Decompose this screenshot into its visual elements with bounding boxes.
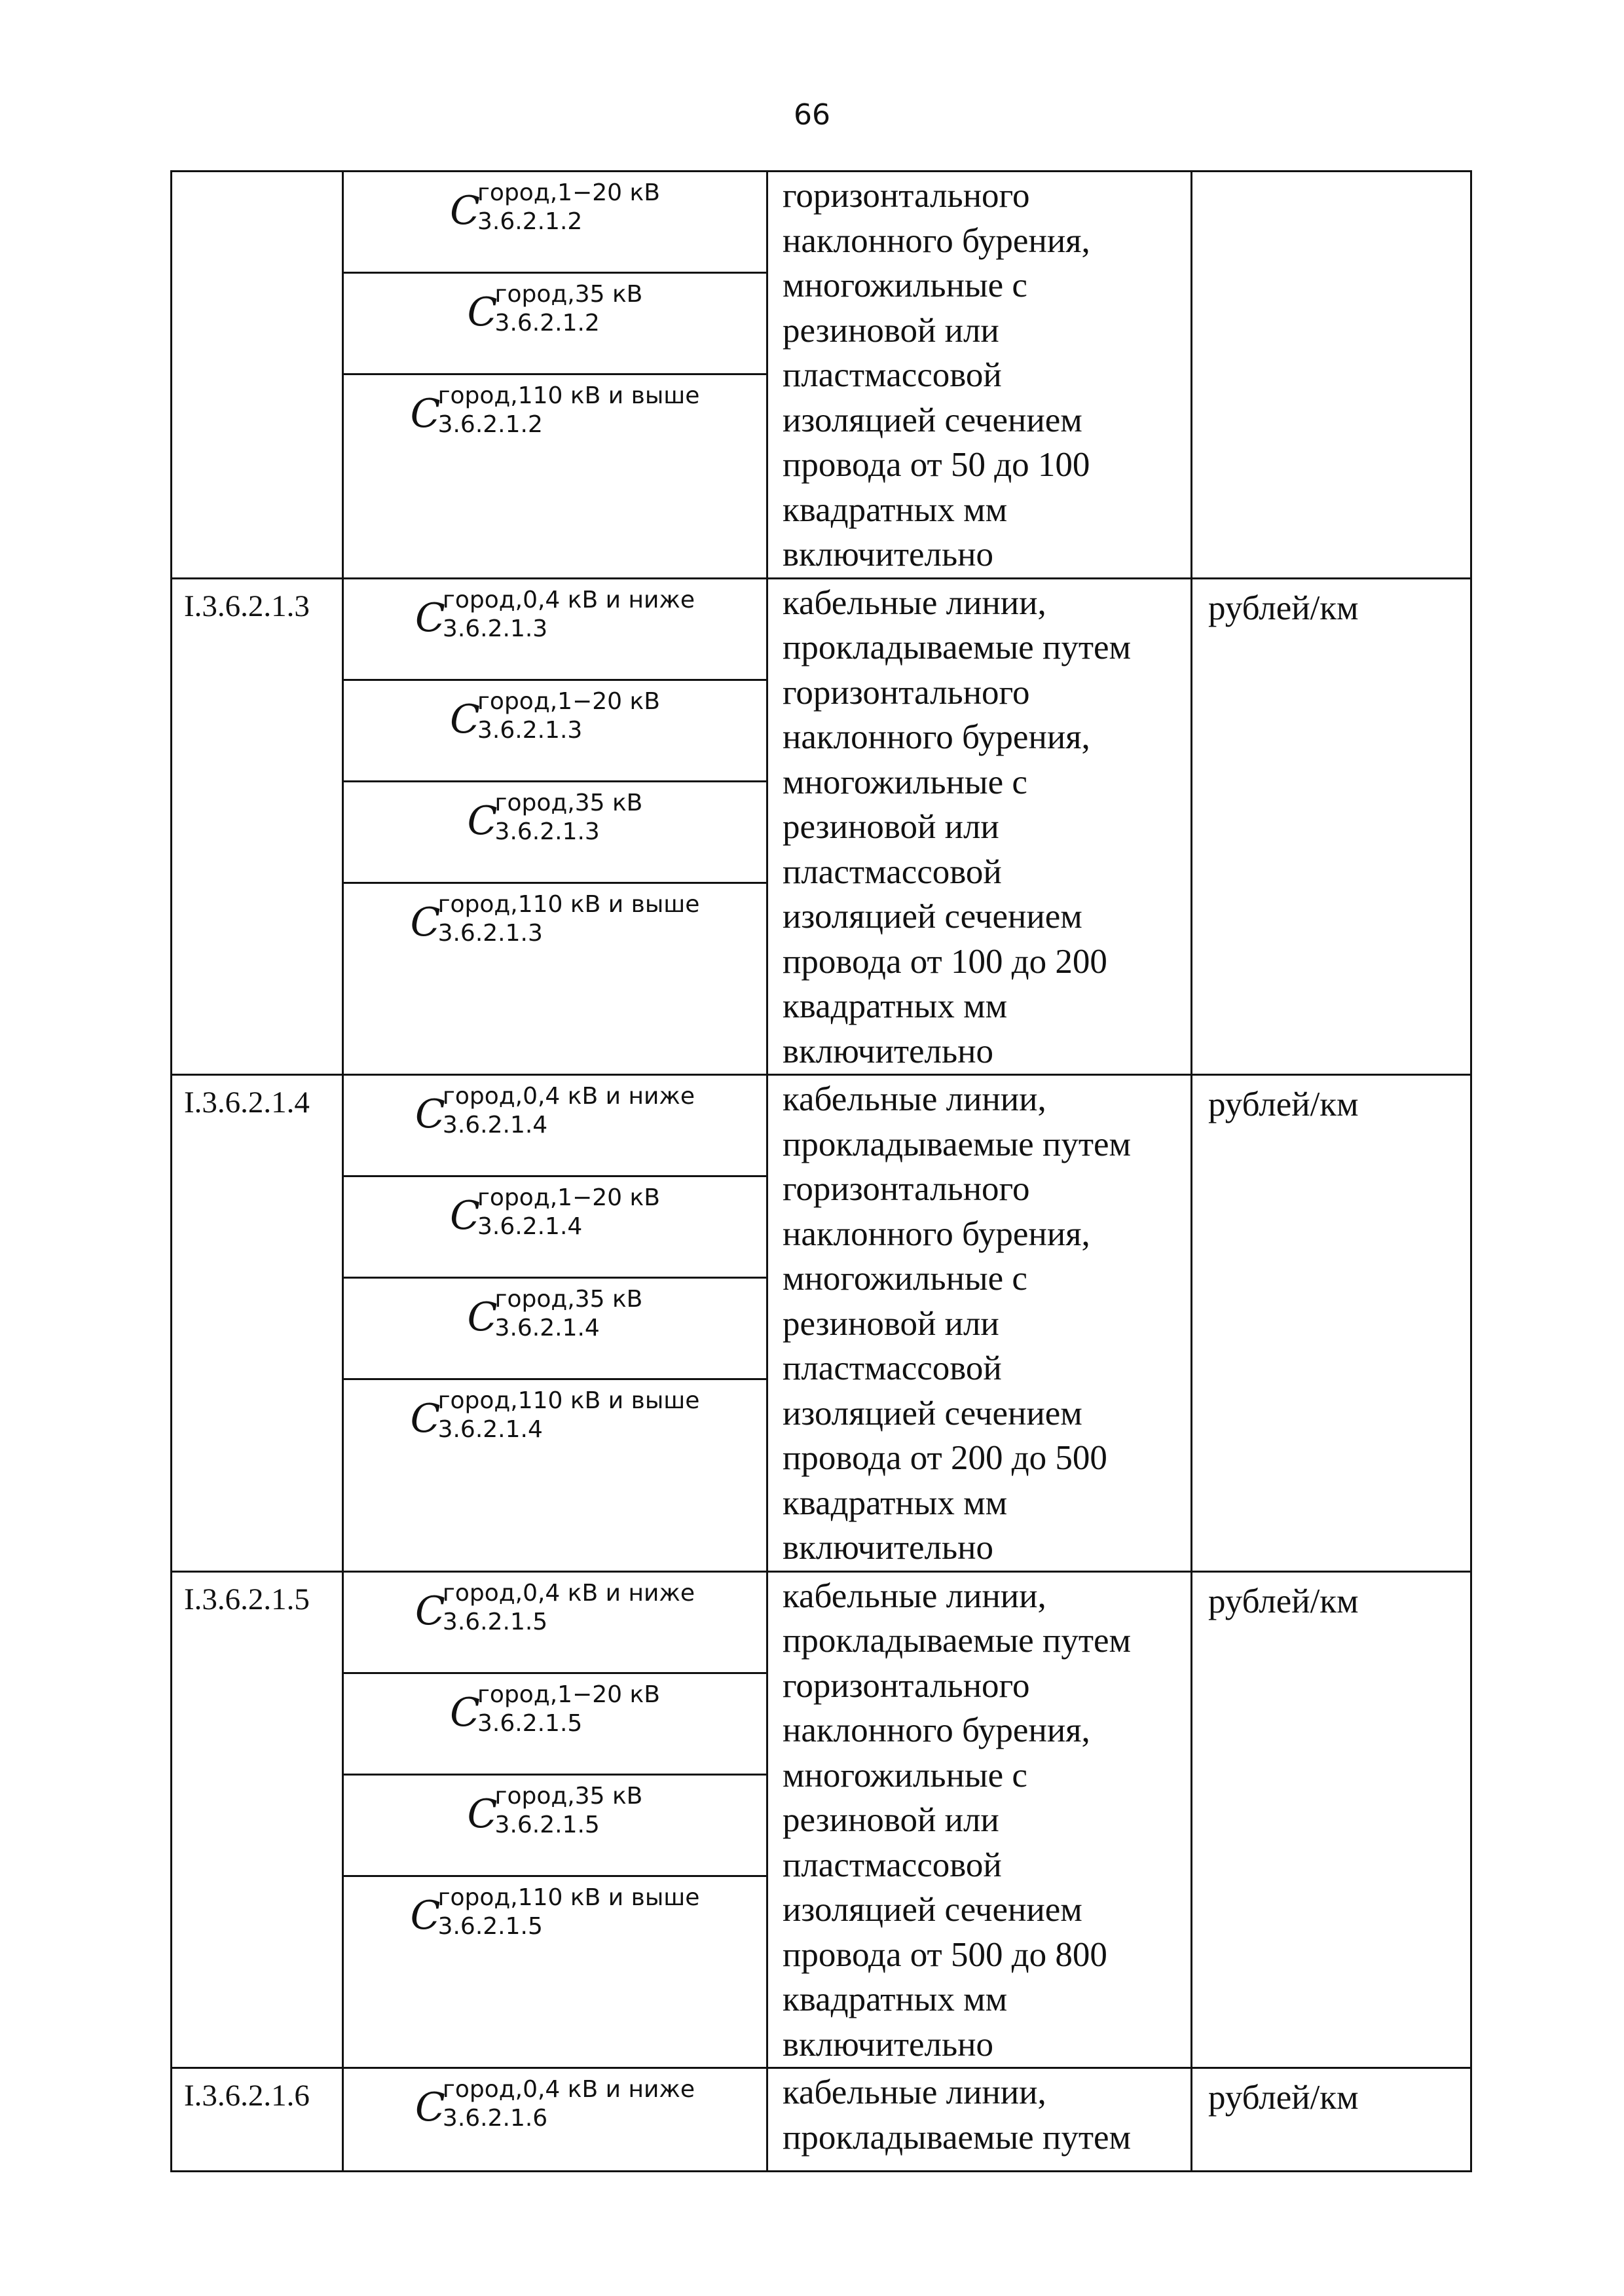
rate-symbol-scripts: [438, 1884, 700, 1941]
rate-symbol: [344, 1877, 766, 1978]
row-code: I.3.6.2.1.6: [172, 2068, 343, 2172]
rate-symbol: [344, 1177, 766, 1279]
rate-symbol-letter: C: [410, 899, 441, 945]
rate-symbol: [344, 1776, 766, 1877]
rate-symbol-superscript: город,1−20 кВ: [477, 1184, 660, 1211]
rate-symbol-subscript: 3.6.2.1.4: [442, 1112, 548, 1139]
rate-symbol-scripts: [495, 789, 643, 847]
rate-symbol: [344, 1076, 766, 1177]
rate-symbol-superscript: город,1−20 кВ: [477, 179, 660, 206]
rate-symbol-subscript: 3.6.2.1.5: [494, 1811, 600, 1838]
rate-symbol-superscript: город,35 кВ: [494, 281, 643, 308]
table-row: [172, 1571, 1471, 2068]
rate-symbol-formula: [411, 1387, 700, 1444]
rate-symbol-letter: C: [450, 696, 480, 742]
symbol-stack: [344, 1573, 766, 1978]
row-symbols: [343, 172, 767, 579]
row-unit: рублей/км: [1192, 2068, 1471, 2172]
rate-symbol-letter: C: [467, 289, 498, 335]
rate-symbol-subscript: 3.6.2.1.3: [442, 615, 548, 642]
rate-symbol-scripts: [477, 1681, 660, 1738]
rate-symbol-formula: [450, 179, 660, 236]
rate-symbol-superscript: город,0,4 кВ и ниже: [442, 586, 695, 613]
rate-symbol-subscript: 3.6.2.1.3: [477, 716, 583, 744]
rate-symbol-letter: C: [450, 1689, 480, 1736]
table-row: [172, 578, 1471, 1075]
row-symbols: [343, 1571, 767, 2068]
rate-symbol: [344, 1674, 766, 1776]
rate-symbol-scripts: [443, 1579, 695, 1637]
row-code: [172, 172, 343, 579]
rate-symbol-scripts: [477, 1184, 660, 1241]
rate-symbol-superscript: город,35 кВ: [494, 1782, 643, 1810]
rate-symbol-subscript: 3.6.2.1.3: [494, 818, 600, 845]
row-symbols: [343, 1075, 767, 1572]
rate-symbol-formula: [468, 280, 643, 338]
row-code: I.3.6.2.1.4: [172, 1075, 343, 1572]
rate-symbol-scripts: [477, 687, 660, 745]
row-unit: рублей/км: [1192, 1571, 1471, 2068]
rate-symbol-superscript: город,110 кВ и выше: [437, 1387, 700, 1414]
rate-symbol-scripts: [443, 586, 695, 644]
rate-symbol-superscript: город,110 кВ и выше: [437, 1884, 700, 1911]
table-row: [172, 172, 1471, 579]
rate-symbol-subscript: 3.6.2.1.4: [437, 1416, 543, 1443]
row-unit: рублей/км: [1192, 578, 1471, 1075]
rate-symbol-formula: [411, 890, 700, 948]
rate-symbol-letter: C: [450, 188, 480, 234]
rate-symbol-subscript: 3.6.2.1.4: [477, 1213, 583, 1240]
rate-symbol-letter: C: [450, 1193, 480, 1239]
rate-symbol-scripts: [495, 280, 643, 338]
row-symbols: [343, 2068, 767, 2172]
rate-symbol-letter: C: [415, 594, 445, 641]
rate-symbol-formula: [415, 586, 695, 644]
rate-symbol: [344, 375, 766, 477]
row-description: кабельные линии, прокладываемые путем горизонтального наклонного бурения, многожильные с резиновой или пластмассовой изоляцией сечением провода от 500 до 800 квадратных мм включительно: [767, 1571, 1192, 2068]
rate-symbol-letter: C: [410, 1892, 441, 1939]
rate-symbol: [344, 172, 766, 274]
rate-symbol: [344, 681, 766, 782]
rate-symbol-superscript: город,0,4 кВ и ниже: [442, 1579, 695, 1607]
rate-symbol-scripts: [477, 179, 660, 236]
rate-symbol-scripts: [443, 1082, 695, 1140]
rate-symbol-letter: C: [415, 2085, 445, 2130]
row-code: I.3.6.2.1.3: [172, 578, 343, 1075]
rate-symbol-subscript: 3.6.2.1.5: [442, 1608, 548, 1635]
rate-symbol-letter: C: [467, 797, 498, 844]
rate-symbol-scripts: [495, 1285, 643, 1343]
rate-symbol-superscript: город,110 кВ и выше: [437, 382, 700, 409]
rate-symbol: [344, 2069, 766, 2170]
rate-symbol-formula: [450, 687, 660, 745]
rate-symbol-letter: C: [410, 1396, 441, 1442]
rate-symbol-scripts: [438, 1387, 700, 1444]
rate-symbol-formula: [468, 1782, 643, 1840]
rate-symbol-formula: [468, 1285, 643, 1343]
rate-symbol-scripts: [438, 382, 700, 439]
rate-symbol: [344, 782, 766, 884]
row-description: кабельные линии, прокладываемые путем горизонтального наклонного бурения, многожильные с резиновой или пластмассовой изоляцией сечением провода от 100 до 200 квадратных мм включительно: [767, 578, 1192, 1075]
rate-symbol-letter: C: [415, 1588, 445, 1634]
rate-symbol-formula: [468, 789, 643, 847]
rate-symbol-subscript: 3.6.2.1.4: [494, 1315, 600, 1341]
rate-symbol-scripts: [495, 1782, 643, 1840]
row-description: горизонтального наклонного бурения, многожильные с резиновой или пластмассовой изоляцией сечением провода от 50 до 100 квадратных мм включительно: [767, 172, 1192, 579]
rate-symbol-letter: C: [467, 1294, 498, 1340]
rate-symbol-superscript: город,35 кВ: [494, 789, 643, 816]
rate-symbol-formula: [450, 1681, 660, 1738]
symbol-stack: [344, 1076, 766, 1482]
rate-symbol-subscript: 3.6.2.1.2: [477, 208, 583, 235]
rate-symbol-letter: C: [467, 1791, 498, 1837]
row-description: кабельные линии, прокладываемые путем горизонтального наклонного бурения, многожильные с резиновой или пластмассовой изоляцией сечением провода от 200 до 500 квадратных мм включительно: [767, 1075, 1192, 1572]
row-unit: [1192, 172, 1471, 579]
table-row: [172, 2068, 1471, 2172]
page-number: 66: [794, 98, 830, 132]
rate-symbol-superscript: город,0,4 кВ и ниже: [442, 2076, 695, 2103]
rate-symbol-letter: C: [410, 391, 441, 437]
rate-symbol-subscript: 3.6.2.1.5: [477, 1709, 583, 1737]
row-code: I.3.6.2.1.5: [172, 1571, 343, 2068]
table-body: [172, 172, 1471, 2172]
rate-symbol: [344, 884, 766, 985]
rate-symbol-scripts: [438, 890, 700, 948]
rate-symbol: [344, 274, 766, 375]
rate-symbol-formula: [411, 1884, 700, 1941]
symbol-stack: [344, 172, 766, 477]
rate-symbol-subscript: 3.6.2.1.2: [494, 310, 600, 337]
rate-symbol-formula: [450, 1184, 660, 1241]
rate-symbol-letter: C: [415, 1091, 445, 1137]
row-description: кабельные линии, прокладываемые путем: [767, 2068, 1192, 2172]
symbol-stack: [344, 2069, 766, 2170]
rate-symbol-superscript: город,1−20 кВ: [477, 687, 660, 715]
rate-symbol-superscript: город,110 кВ и выше: [437, 890, 700, 918]
rate-symbol-subscript: 3.6.2.1.2: [437, 411, 543, 438]
rate-symbol-formula: [415, 2075, 695, 2133]
rate-symbol: [344, 1380, 766, 1482]
rate-symbol: [344, 1573, 766, 1674]
rate-symbol: [344, 1279, 766, 1380]
rate-symbol-formula: [415, 1082, 695, 1140]
rate-symbol-subscript: 3.6.2.1.5: [437, 1912, 543, 1940]
rate-symbol: [344, 579, 766, 681]
symbol-stack: [344, 579, 766, 985]
rate-symbol-superscript: город,1−20 кВ: [477, 1681, 660, 1708]
rate-symbol-scripts: [443, 2075, 695, 2133]
row-symbols: [343, 578, 767, 1075]
rate-symbol-formula: [411, 382, 700, 439]
rate-symbol-formula: [415, 1579, 695, 1637]
rate-symbol-superscript: город,0,4 кВ и ниже: [442, 1083, 695, 1110]
rates-table: [170, 170, 1472, 2172]
rate-symbol-subscript: 3.6.2.1.3: [437, 919, 543, 947]
row-unit: рублей/км: [1192, 1075, 1471, 1572]
rate-symbol-subscript: 3.6.2.1.6: [442, 2105, 548, 2132]
table-row: [172, 1075, 1471, 1572]
rate-symbol-superscript: город,35 кВ: [494, 1286, 643, 1313]
